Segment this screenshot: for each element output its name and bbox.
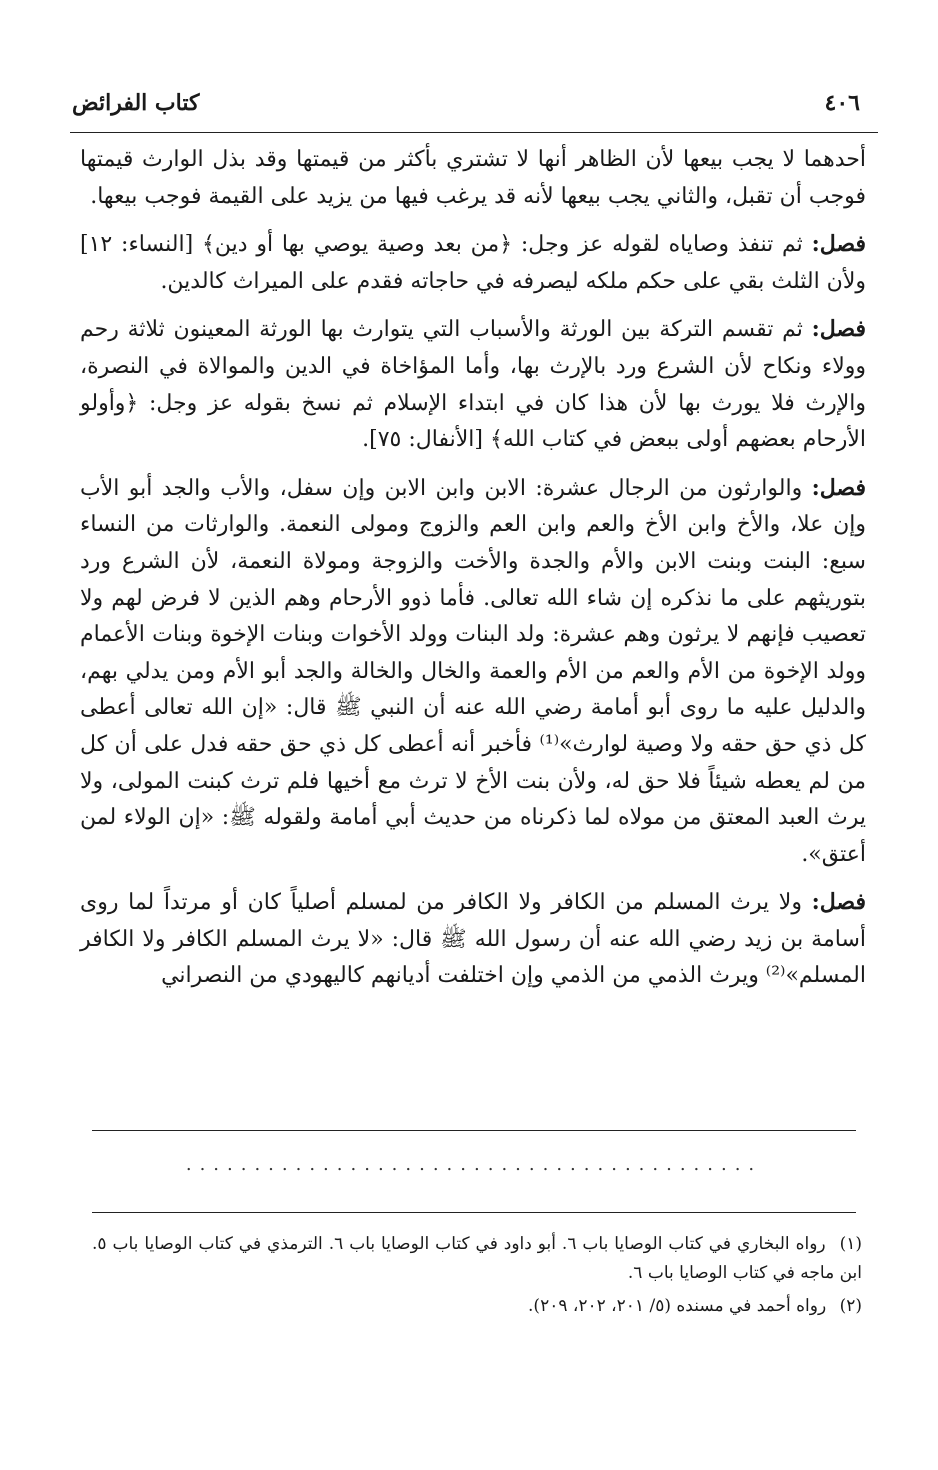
footnote-number: (٢): [839, 1296, 862, 1316]
footnote-number: (١): [839, 1234, 862, 1254]
paragraph-text: أحدهما لا يجب بيعها لأن الظاهر أنها لا تشتري بأكثر من قيمتها وقد بذل الوارث قيمتها فوجب أن تقبل، والثاني يجب بيعها لأنه قد يرغب فيها من يزيد على القيمة فوجب بيعها.: [80, 147, 867, 209]
footnote-separator-top: [92, 1130, 856, 1131]
page-header: [70, 88, 878, 133]
main-text: [80, 142, 866, 1006]
running-title: كتاب الفرائض: [72, 90, 200, 116]
paragraph: [80, 470, 866, 874]
footnote: [92, 1230, 862, 1288]
footnotes: [92, 1230, 862, 1325]
paragraph: [80, 884, 866, 995]
paragraph: [80, 142, 866, 215]
footnote-separator-bottom: [92, 1212, 856, 1213]
paragraph-text: ثم تقسم التركة بين الورثة والأسباب التي يتوارث بها الورثة المعينون ثلاثة رحم وولاء ونكاح لأن الشرع ورد بالإرث بها، وأما المؤاخاة في الدين والموالاة في النصرة، والإرث فلا يورث بها لأن هذا كان في ابتداء الإسلام ثم نسخ بقوله عز وجل: ﴿وأولو الأرحام بعضهم أولى ببعض في كتاب الله﴾ [الأنفال: ٧٥].: [80, 317, 866, 453]
section-lead: فصل:: [811, 474, 866, 501]
page-number: ٤٠٦: [824, 90, 860, 116]
footnote: [92, 1292, 862, 1321]
footnote-text: رواه أحمد في مسنده (٥/ ٢٠١، ٢٠٢، ٢٠٩).: [528, 1296, 827, 1316]
section-lead: فصل:: [811, 316, 866, 343]
footnote-text: رواه البخاري في كتاب الوصايا باب ٦. أبو داود في كتاب الوصايا باب ٦. الترمذي في كتاب الوصايا باب ٥. ابن ماجه في كتاب الوصايا باب ٦.: [92, 1234, 862, 1283]
section-lead: فصل:: [811, 889, 866, 916]
paragraph: [80, 226, 866, 300]
paragraph-text: ثم تنفذ وصاياه لقوله عز وجل: ﴿من بعد وصية يوصي بها أو دين﴾ [النساء: ١٢] ولأن الثلث بقي على حكم ملكه ليصرفه في حاجاته فقدم على الميراث كالدين.: [80, 232, 866, 294]
dotted-separator: ..........................................: [185, 1154, 763, 1175]
section-lead: فصل:: [811, 231, 867, 258]
paragraph: [80, 311, 866, 458]
paragraph-text: والوارثون من الرجال عشرة: الابن وابن الابن وإن سفل، والأب والجد أبو الأب وإن علا، والأخ وابن الأخ والعم وابن العم والزوج ومولى النعمة. والوارثات من النساء سبع: البنت وبنت الابن والأم والجدة والأخت والزوجة ومولاة النعمة، لأن الشرع ورد بتوريثهم على ما نذكره إن شاء الله تعالى. فأما ذوو الأرحام وهم الذين لا فرض لهم ولا تعصيب فإنهم لا يرثون وهم عشرة: ولد البنات وولد الأخوات وبنات الإخوة وبنات الأعمام وولد الإخوة من الأم والعم من الأم والعمة والخال والخالة والجد أبو الأم ومن يدلي بهم، والدليل عليه ما روى أبو أمامة رضي الله عنه أن النبي ﷺ قال: «إن الله تعالى أعطى كل ذي حق حقه ولا وصية لوارث»⁽¹⁾ فأخبر أنه أعطى كل ذي حق حقه فدل على أن كل من لم يعطه شيئاً فلا حق له، ولأن بنت الأخ لا ترث مع أخيها فلم ترث كبنت المولى، ولا يرث العبد المعتق من مولاه لما ذكرناه من حديث أبي أمامة ولقوله ﷺ: «إن الولاء لمن أعتق».: [80, 475, 867, 867]
paragraph-text: ولا يرث المسلم من الكافر ولا الكافر من لمسلم أصلياً كان أو مرتداً لما روى أسامة بن زيد رضي الله عنه أن رسول الله ﷺ قال: «لا يرث المسلم الكافر ولا الكافر المسلم»⁽²⁾ ويرث الذمي من الذمي وإن اختلفت أديانهم كاليهودي من النصراني: [80, 890, 866, 989]
